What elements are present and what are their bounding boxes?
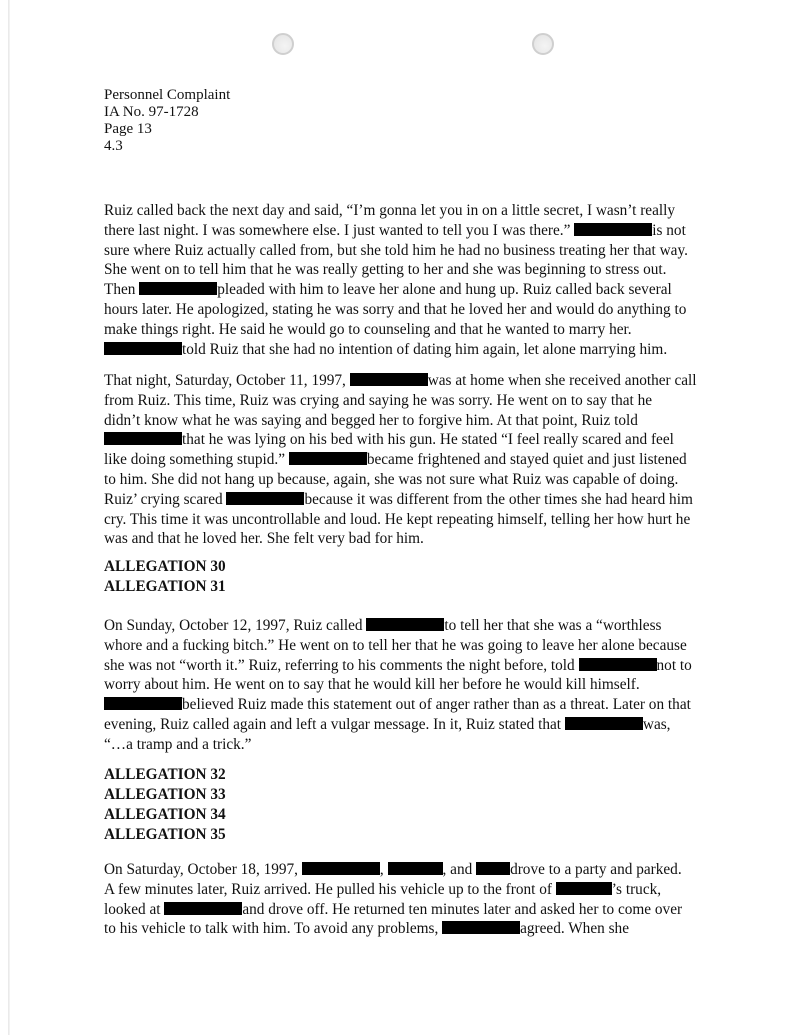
- paragraph-line: [104, 715, 724, 735]
- text-run: A few minutes later, Ruiz arrived. He pulled his vehicle up to the front of: [104, 880, 556, 898]
- paragraph-line: [104, 241, 724, 261]
- paragraph-line: [104, 320, 724, 340]
- redaction-box: [289, 452, 367, 465]
- paragraph-line: [104, 470, 724, 490]
- document-header: [104, 87, 230, 155]
- text-run: to his vehicle to talk with him. To avoid any problems,: [104, 920, 443, 938]
- text-run: and drove off. He returned ten minutes later and asked her to come over: [242, 900, 683, 918]
- header-page-number: Page 13: [104, 121, 152, 137]
- paragraph-line: [104, 300, 724, 320]
- text-run: to tell her that she was a “worthless: [444, 617, 662, 634]
- allegation-heading-group-1: [104, 557, 226, 597]
- paragraph-line: [104, 280, 724, 300]
- paragraph-line: [104, 450, 724, 470]
- text-run: sure where Ruiz actually called from, but she told him he had no business treating her that way.: [104, 241, 688, 259]
- redaction-box: [556, 882, 612, 895]
- paragraph-line: [104, 735, 724, 755]
- redaction-box: [388, 862, 443, 875]
- allegation-heading: ALLEGATION 30: [104, 558, 226, 575]
- text-run: evening, Ruiz called again and left a vulgar message. In it, Ruiz stated that: [104, 715, 565, 733]
- text-run: Ruiz’ crying scared: [104, 490, 227, 508]
- allegation-heading: ALLEGATION 34: [104, 806, 226, 823]
- text-run: she was not “worth it.” Ruiz, referring to his comments the night before, told: [104, 656, 579, 674]
- text-run: She went on to tell him that he was really getting to her and she was beginning to stress out.: [104, 261, 667, 279]
- page-left-edge: [8, 0, 10, 1035]
- paragraph-line: [104, 880, 724, 900]
- text-run: “…a tramp and a trick.”: [104, 735, 252, 753]
- paragraph-line: [104, 860, 724, 880]
- punch-hole-right: [532, 33, 554, 55]
- paragraph-line: [104, 510, 724, 530]
- text-run: hours later. He apologized, stating he was sorry and that he loved her and would do anything to: [104, 300, 687, 318]
- text-run: like doing something stupid.”: [104, 451, 289, 469]
- text-run: from Ruiz. This time, Ruiz was crying and saying he was sorry. He went on to say that he: [104, 391, 653, 409]
- text-run: was at home when she received another call: [427, 372, 697, 389]
- text-run: make things right. He said he would go to counseling and that he wanted to marry her.: [104, 320, 632, 338]
- header-section: 4.3: [104, 138, 123, 154]
- paragraph-line: [104, 411, 724, 431]
- paragraph-line: [104, 221, 724, 241]
- text-run: believed Ruiz made this statement out of anger rather than as a threat. Later on that: [182, 696, 691, 714]
- paragraph-4: [104, 860, 724, 939]
- redaction-box: [574, 223, 652, 236]
- text-run: that he was lying on his bed with his gun. He stated “I feel really scared and feel: [182, 431, 674, 449]
- text-run: Then: [104, 281, 140, 299]
- text-run: whore and a fucking bitch.” He went on to tell her that he was going to leave her alone because: [104, 636, 687, 654]
- paragraph-line: [104, 529, 724, 549]
- text-run: ,: [379, 861, 388, 878]
- allegation-heading: ALLEGATION 32: [104, 766, 226, 783]
- redaction-box: [164, 902, 242, 915]
- text-run: was,: [642, 715, 671, 733]
- text-run: became frightened and stayed quiet and just listened: [366, 451, 687, 469]
- paragraph-line: [104, 340, 724, 360]
- text-run: drove to a party and parked.: [510, 861, 682, 878]
- redaction-box: [104, 342, 182, 355]
- redaction-box: [366, 618, 444, 631]
- paragraph-line: [104, 900, 724, 920]
- paragraph-line: [104, 430, 724, 450]
- redaction-box: [565, 717, 643, 730]
- text-run: That night, Saturday, October 11, 1997,: [104, 372, 350, 389]
- paragraph-line: [104, 391, 724, 411]
- paragraph-1: [104, 201, 724, 359]
- paragraph-line: [104, 656, 724, 676]
- paragraph-3: [104, 616, 724, 755]
- text-run: is not: [652, 221, 686, 239]
- allegation-heading: ALLEGATION 31: [104, 578, 226, 595]
- redaction-box: [350, 373, 428, 386]
- text-run: told Ruiz that she had no intention of dating him again, let alone marrying him.: [182, 340, 668, 358]
- redaction-box: [226, 492, 304, 505]
- paragraph-line: [104, 371, 724, 391]
- text-run: worry about him. He went on to say that he would kill her before he would kill himself.: [104, 676, 640, 694]
- text-run: Ruiz called back the next day and said, “I’m gonna let you in on a little secret, I wasn’t really: [104, 202, 676, 219]
- text-run: didn’t know what he was saying and begged her to forgive him. At that point, Ruiz told: [104, 411, 638, 429]
- text-run: cry. This time it was uncontrollable and loud. He kept repeating himself, telling her how hurt he: [104, 510, 691, 528]
- text-run: , and: [442, 861, 477, 878]
- text-run: agreed. When she: [520, 920, 629, 938]
- allegation-heading: ALLEGATION 35: [104, 826, 226, 843]
- header-title: Personnel Complaint: [104, 87, 231, 103]
- text-run: pleaded with him to leave her alone and hung up. Ruiz called back several: [217, 281, 672, 299]
- redaction-box: [476, 862, 510, 875]
- redaction-box: [139, 282, 217, 295]
- punch-hole-left: [272, 33, 294, 55]
- text-run: not to: [656, 656, 692, 674]
- header-ia-number: IA No. 97-1728: [104, 104, 199, 120]
- allegation-heading: ALLEGATION 33: [104, 786, 226, 803]
- text-run: On Sunday, October 12, 1997, Ruiz called: [104, 617, 367, 634]
- paragraph-line: [104, 490, 724, 510]
- text-run: because it was different from the other times she had heard him: [304, 490, 693, 508]
- text-run: there last night. I was somewhere else. I just wanted to tell you I was there.”: [104, 221, 575, 239]
- redaction-box: [442, 921, 520, 934]
- paragraph-line: [104, 919, 724, 939]
- paragraph-line: [104, 260, 724, 280]
- redaction-box: [104, 697, 182, 710]
- paragraph-line: [104, 636, 724, 656]
- text-run: On Saturday, October 18, 1997,: [104, 861, 302, 878]
- text-run: looked at: [104, 900, 165, 918]
- text-run: to him. She did not hang up because, again, she was not sure what Ruiz was capable of doing.: [104, 470, 679, 488]
- paragraph-line: [104, 695, 724, 715]
- paragraph-line: [104, 616, 724, 636]
- text-run: ’s truck,: [611, 880, 662, 898]
- paragraph-line: [104, 201, 724, 221]
- redaction-box: [302, 862, 380, 875]
- text-run: was and that he loved her. She felt very bad for him.: [104, 530, 424, 548]
- paragraph-2: [104, 371, 724, 549]
- redaction-box: [579, 658, 657, 671]
- redaction-box: [104, 432, 182, 445]
- paragraph-line: [104, 675, 724, 695]
- allegation-heading-group-2: [104, 765, 226, 845]
